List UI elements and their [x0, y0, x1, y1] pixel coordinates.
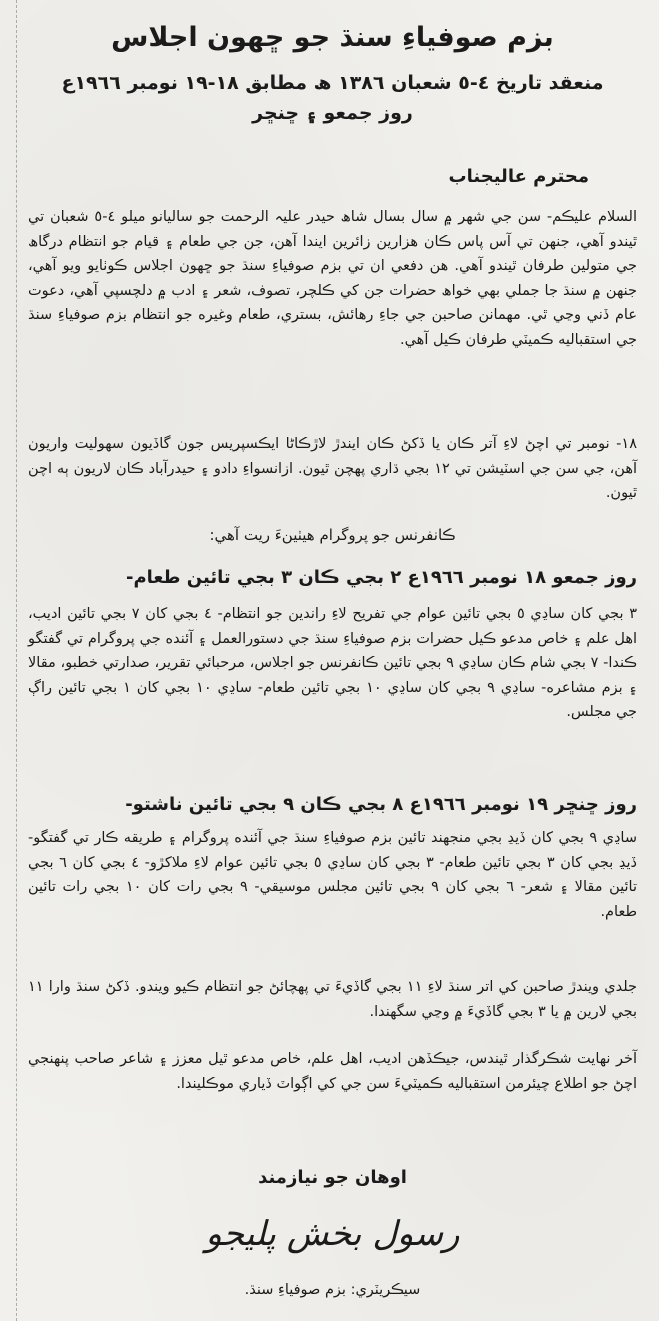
paragraph-closing-request: آخر نهايت شڪرگذار ٿيندس، جيڪڏهن اديب، اهل علم، خاص مدعو ٿيل معزز ۽ شاعر صاحب پنهنجي اچڻ جو اطلاع چيئرمن استقباليه ڪميٽيءَ سن جي کي اڳواٽ ڏياري موڪليندا.: [28, 1051, 637, 1092]
day1-heading: روز جمعو ١٨ نومبر ١٩٦٦ع ٢ بجي ڪان ٣ بجي تائين طعام-: [125, 567, 637, 588]
document-subtitle: [28, 68, 637, 128]
closing-line: اوهان جو نيازمند: [258, 1167, 407, 1188]
salutation: محترم عاليجناب: [448, 166, 589, 187]
signature-name: رسول بخش پليجو: [205, 1214, 460, 1254]
subtitle-days-line: روز جمعو ۽ ڇنڇر: [252, 102, 413, 124]
day1-schedule: ٣ بجي کان ساڍي ٥ بجي تائين عوام جي تفريح لاءِ راندين جو انتظام- ٤ بجي کان ٧ بجي تائين اديب، اهل علم ۽ خاص مدعو ڪيل حضرات بزم صوفياءِ سنڌ جي دستورالعمل ۽ آئنده جي پروگرام تي گفتگو ڪندا- ٧ بجي شام ڪان ساڍي ٩ بجي تائين ڪانفرنس جو اجلاس، مرحبائي تقرير، صدارتي خطبو، مقالا ۽ بزم مشاعره- ساڍي ٩ بجي کان ساڍي ١٠ بجي تائين طعام- ساڍي ١٠ بجي کان ١ بجي تائين راڳ جي مجلس.: [28, 606, 638, 721]
signatory-designation: سيڪريٽري: بزم صوفياءِ سنڌ.: [244, 1282, 421, 1298]
paragraph-return-transport: جلدي ويندڙ صاحبن کي اتر سنڌ لاءِ ١١ بجي گاڏيءَ تي پهچائڻ جو انتظام ڪيو ويندو. ڏکڻ سنڌ وارا ١١ بجي لارين ۾ يا ٣ بجي گاڏيءَ ۾ وڃي سگهندا.: [28, 979, 637, 1020]
day2-heading: روز ڇنڇر ١٩ نومبر ١٩٦٦ع ٨ بجي ڪان ٩ بجي تائين ناشتو-: [125, 794, 637, 815]
margin-dashed-line: [16, 0, 17, 1321]
day2-schedule: ساڍي ٩ بجي کان ڏيڍ بجي منجهند تائين بزم صوفياءِ سنڌ جي آئنده پروگرام ۽ طريقه ڪار تي گفتگو- ڏيڍ بجي کان ٣ بجي تائين طعام- ٣ بجي کان ساڍي ٥ بجي تائين عوام لاءِ ملاکڙو- ٤ بجي کان ٦ بجي تائين مقالا ۽ شعر- ٦ بجي کان ٩ بجي تائين مجلس موسيقي- ٩ بجي رات کان ١٠ بجي رات تائين طعام.: [28, 830, 638, 920]
paragraph-travel: ١٨- نومبر تي اچڻ لاءِ آتر ڪان يا ڏکڻ ڪان ايندڙ لاڙڪاڻا ايڪسپريس جون گاڏيون سهوليت واريون آهن، جي سن جي اسٽيشن تي ١٢ بجي ڌاري پهچن ٿيون. ازانسواءِ دادو ۽ حيدرآباد ڪان لاريون ٻه اچن ٿيون.: [28, 436, 638, 502]
program-intro: ڪانفرنس جو پروگرام هيٺينءَ ريت آهي:: [209, 526, 456, 544]
paragraph-invitation: السلام عليڪم- سن جي شهر ۾ سال بسال شاھ حيدر عليہ الرحمت جو ساليانو ميلو ٤-٥ شعبان تي ٿيندو آهي، جنهن تي آس پاس ڪان هزارين زائرين ايندا آهن، جن جي طعام ۽ قيام جو انتظام درگاھ جي متولين طرفان ٿيندو آهي. هن دفعي ان تي بزم صوفياءِ سنڌ جو ڇهون اجلاس ڪوٺايو ويو آهي، جنهن ۾ سنڌ جا جملي بهي خواھ حضرات جن کي ڪلچر، تصوف، شعر ۽ ادب ۾ دلچسپي آهي، دعوت عام ڏني وڃي ٿي. مهمانن صاحبن جي جاءِ رهائش، بستري، طعام وغيره جو انتظام بزم صوفياءِ سنڌ جي استقباليه ڪميٽي طرفان ڪيل آهي.: [28, 209, 637, 348]
document-title: بزم صوفياءِ سنڌ جو ڇهون اجلاس: [111, 22, 554, 53]
subtitle-date-line: منعقد تاريخ ٤-٥ شعبان ١٣٨٦ ھ مطابق ١٨-١٩ نومبر ١٩٦٦ع: [61, 72, 604, 94]
